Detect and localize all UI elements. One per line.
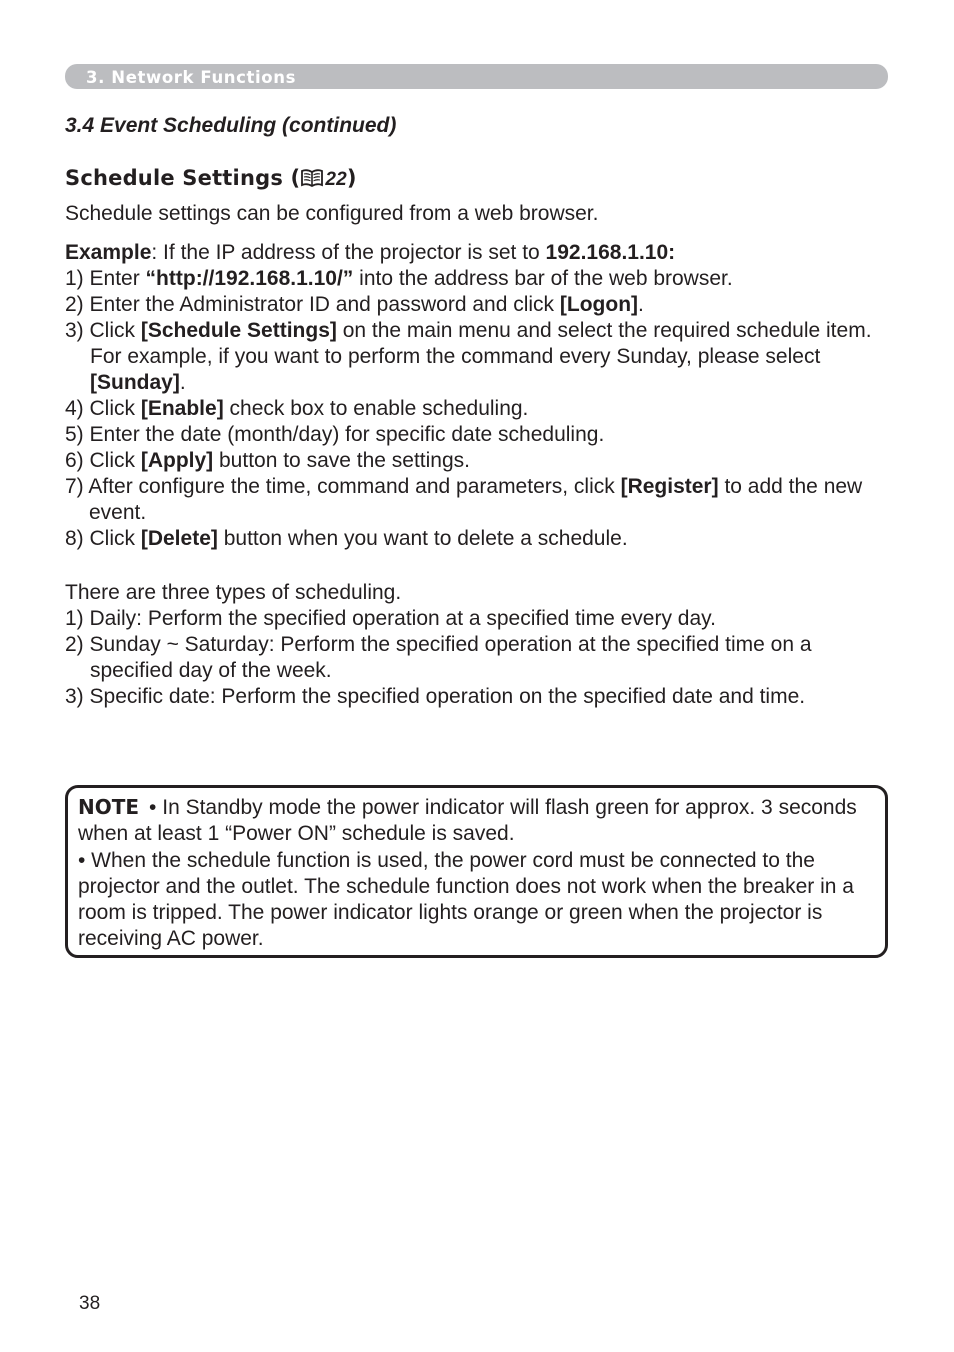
schedule-settings-intro: Schedule settings can be configured from a web browser. <box>65 202 599 225</box>
scheduling-types-list <box>65 606 895 710</box>
heading-close: ) <box>346 166 357 190</box>
schedule-settings-heading <box>65 166 357 193</box>
list-item: 2) Sunday ~ Saturday: Perform the specified operation at the specified time on a specified day of the week. <box>65 633 812 682</box>
list-item: 4) Click [Enable] check box to enable scheduling. <box>65 397 529 420</box>
book-reference-icon <box>300 168 324 193</box>
heading-text: Schedule Settings ( <box>65 166 301 190</box>
example-label: Example <box>65 241 152 264</box>
note-paragraph-2: • When the schedule function is used, the power cord must be connected to the projector and the outlet. The schedule function does not work when the breaker in a room is tripped. The power indicator lights orange or green when the projector is receiving AC power. <box>78 848 854 951</box>
scheduling-types-intro: There are three types of scheduling. <box>65 581 402 604</box>
note-label: NOTE <box>78 795 140 819</box>
section-header-bar <box>65 64 888 89</box>
note-box <box>65 785 888 958</box>
list-item: 3) Click [Schedule Settings] on the main menu and select the required schedule item. For example, if you want to perform the command every Sunday, please select [Sunday]. <box>65 319 872 394</box>
list-item: 7) After configure the time, command and parameters, click [Register] to add the new event. <box>65 475 863 524</box>
list-item: 8) Click [Delete] button when you want to delete a schedule. <box>65 527 628 550</box>
example-text: : If the IP address of the projector is set to <box>151 241 546 264</box>
example-ip: 192.168.1.10: <box>545 241 676 264</box>
page-number: 38 <box>79 1293 101 1314</box>
reference-page-link[interactable]: 22 <box>325 169 347 190</box>
page-title: 3.4 Event Scheduling (continued) <box>65 114 397 137</box>
list-item: 5) Enter the date (month/day) for specific date scheduling. <box>65 423 605 446</box>
list-item: 1) Daily: Perform the specified operation at a specified time every day. <box>65 607 716 630</box>
list-item: 3) Specific date: Perform the specified operation on the specified date and time. <box>65 685 806 708</box>
list-item: 2) Enter the Administrator ID and password and click [Logon]. <box>65 293 644 316</box>
note-paragraph-1: NOTE • In Standby mode the power indicator will flash green for approx. 3 seconds when at least 1 “Power ON” schedule is saved. <box>78 795 857 846</box>
example-line <box>65 240 675 266</box>
section-header-label: 3. Network Functions <box>86 68 296 87</box>
list-item: 1) Enter “http://192.168.1.10/” into the address bar of the web browser. <box>65 267 733 290</box>
example-steps-list <box>65 266 895 552</box>
list-item: 6) Click [Apply] button to save the settings. <box>65 449 471 472</box>
